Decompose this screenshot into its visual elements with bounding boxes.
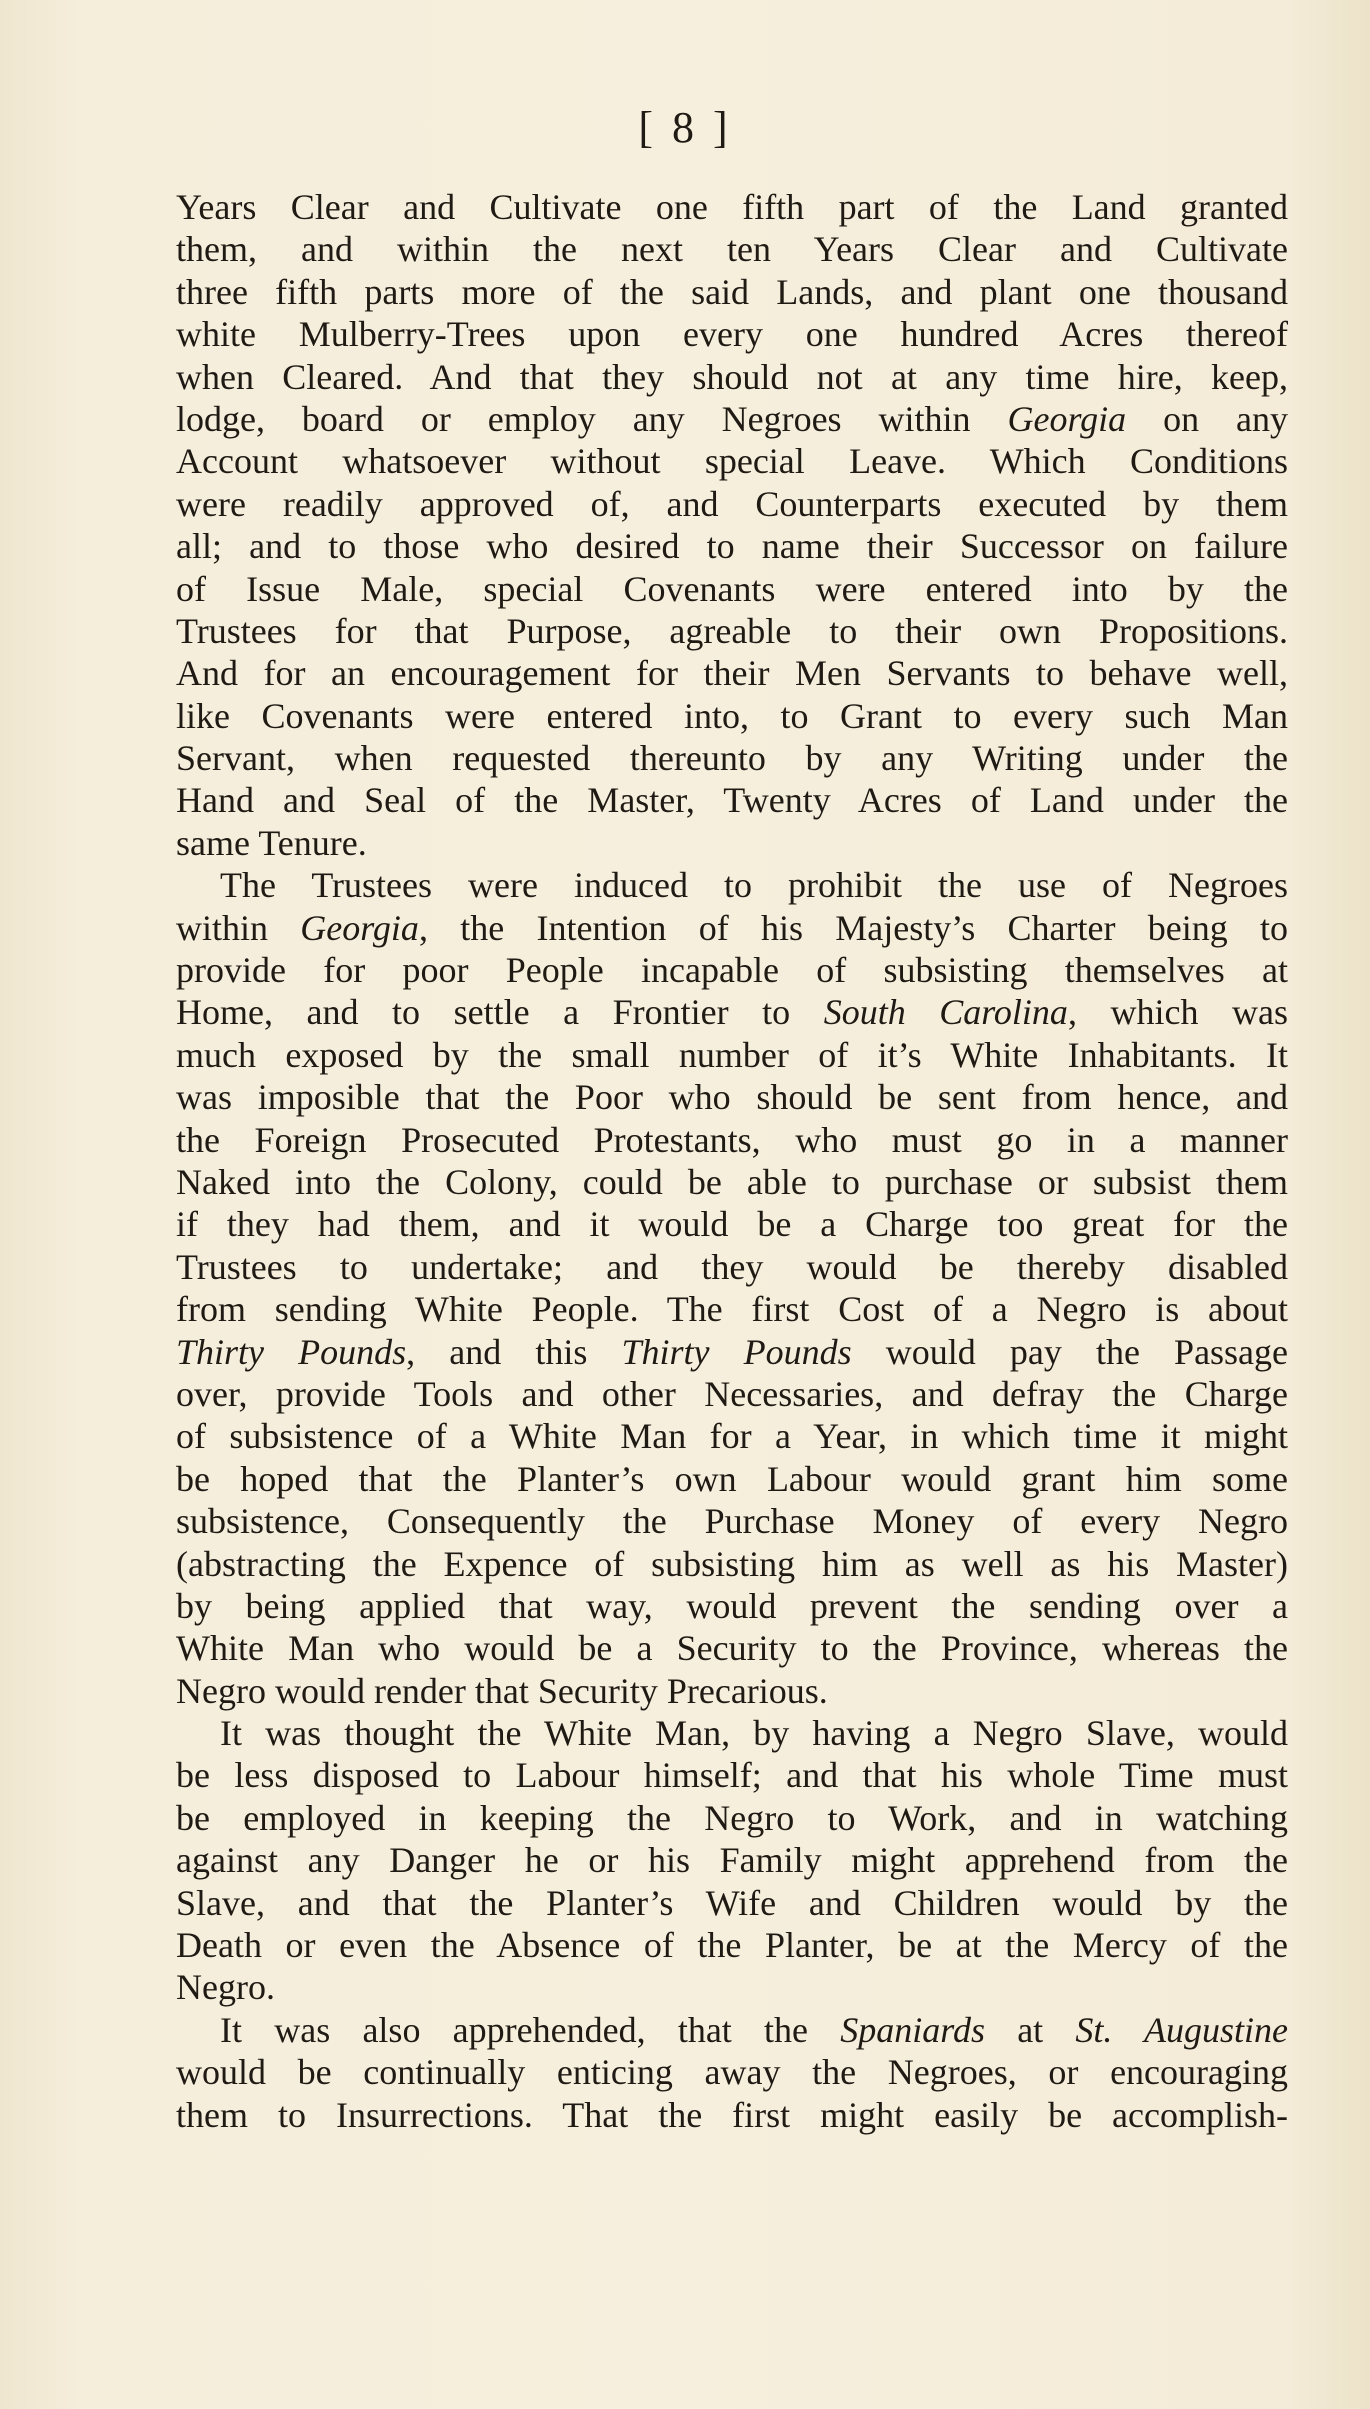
italic-place-name: Georgia [300, 907, 419, 948]
text-line: And for an encouragement for their Men Servants to behave well, [176, 653, 1288, 694]
text-line: much exposed by the small number of it’s White Inhabitants. It [176, 1034, 1288, 1075]
text-line: white Mulberry-Trees upon every one hundred Acres thereof [176, 314, 1288, 355]
text-line: them, and within the next ten Years Clear and Cultivate [176, 229, 1288, 270]
text-line: same Tenure. [176, 822, 367, 863]
paragraph-start-line: The Trustees were induced to prohibit the use of Negroes [220, 865, 1288, 906]
text-line: Servant, when requested thereunto by any Writing under the [176, 738, 1288, 779]
text-line: would be continually enticing away the Negroes, or encouraging [176, 2052, 1288, 2093]
text-line: them to Insurrections. That the first might easily be accomplish- [176, 2094, 1288, 2135]
text-line: of Issue Male, special Covenants were entered into by the [176, 568, 1288, 609]
text-line: was imposible that the Poor who should be sent from hence, and [176, 1077, 1288, 1118]
text-line: Slave, and that the Planter’s Wife and Children would by the [176, 1882, 1288, 1923]
italic-amount: Thirty Pounds [621, 1331, 852, 1372]
text-line: Naked into the Colony, could be able to purchase or subsist them [176, 1161, 1288, 1202]
italic-place-name: Georgia [1007, 398, 1127, 439]
text-line: within Georgia, the Intention of his Majesty’s Charter being to [176, 907, 1288, 948]
body-text [176, 186, 1288, 2136]
italic-place-name: South Carolina [823, 992, 1068, 1033]
text-line: all; and to those who desired to name their Successor on failure [176, 526, 1288, 567]
page-number: [ 8 ] [638, 103, 732, 152]
text-line: Trustees for that Purpose, agreable to their own Propositions. [176, 610, 1288, 651]
text-line: like Covenants were entered into, to Grant to every such Man [176, 695, 1288, 736]
text-line: White Man who would be a Security to the Province, whereas the [176, 1628, 1288, 1669]
italic-place-name: St. Augustine [1075, 2009, 1288, 2050]
text-line: lodge, board or employ any Negroes within Georgia on any [176, 398, 1288, 439]
text-line: of subsistence of a White Man for a Year, in which time it might [176, 1416, 1288, 1457]
text-line: Years Clear and Cultivate one fifth part of the Land granted [176, 187, 1288, 227]
text-line: be less disposed to Labour himself; and that his whole Time must [176, 1755, 1288, 1796]
text-line: the Foreign Prosecuted Protestants, who must go in a manner [176, 1119, 1288, 1160]
text-line: (abstracting the Expence of subsisting him as well as his Master) [176, 1543, 1288, 1584]
paragraph-start-line: It was also apprehended, that the Spaniards at St. Augustine [220, 2009, 1288, 2050]
text-line: from sending White People. The first Cost of a Negro is about [176, 1289, 1288, 1330]
text-line: Hand and Seal of the Master, Twenty Acres of Land under the [176, 780, 1288, 821]
text-line: by being applied that way, would prevent the sending over a [176, 1585, 1288, 1626]
text-line: Trustees to undertake; and they would be thereby disabled [176, 1246, 1288, 1287]
text-line: when Cleared. And that they should not at any time hire, keep, [176, 356, 1288, 397]
text-line: Negro would render that Security Precarious. [176, 1670, 828, 1711]
text-line: Negro. [176, 1967, 275, 2008]
text-line: be employed in keeping the Negro to Work, and in watching [176, 1797, 1288, 1838]
text-line: three fifth parts more of the said Lands, and plant one thousand [176, 271, 1288, 312]
paragraph-start-line: It was thought the White Man, by having a Negro Slave, would [220, 1713, 1288, 1754]
text-line: be hoped that the Planter’s own Labour would grant him some [176, 1458, 1288, 1499]
text-line: if they had them, and it would be a Charge too great for the [176, 1204, 1288, 1245]
text-line: against any Danger he or his Family might apprehend from the [176, 1840, 1288, 1881]
text-line: Home, and to settle a Frontier to South Carolina, which was [176, 992, 1288, 1033]
text-line: were readily approved of, and Counterparts executed by them [176, 483, 1288, 524]
text-line: provide for poor People incapable of subsisting themselves at [176, 950, 1288, 991]
text-line: Thirty Pounds, and this Thirty Pounds would pay the Passage [176, 1331, 1289, 1372]
text-line: subsistence, Consequently the Purchase Money of every Negro [176, 1501, 1288, 1542]
italic-amount: Thirty Pounds [176, 1331, 407, 1372]
text-line: Death or even the Absence of the Planter, be at the Mercy of the [176, 1925, 1288, 1966]
italic-name: Spaniards [840, 2009, 985, 2050]
text-line: over, provide Tools and other Necessaries, and defray the Charge [176, 1373, 1288, 1414]
text-line: Account whatsoever without special Leave. Which Conditions [176, 441, 1288, 482]
